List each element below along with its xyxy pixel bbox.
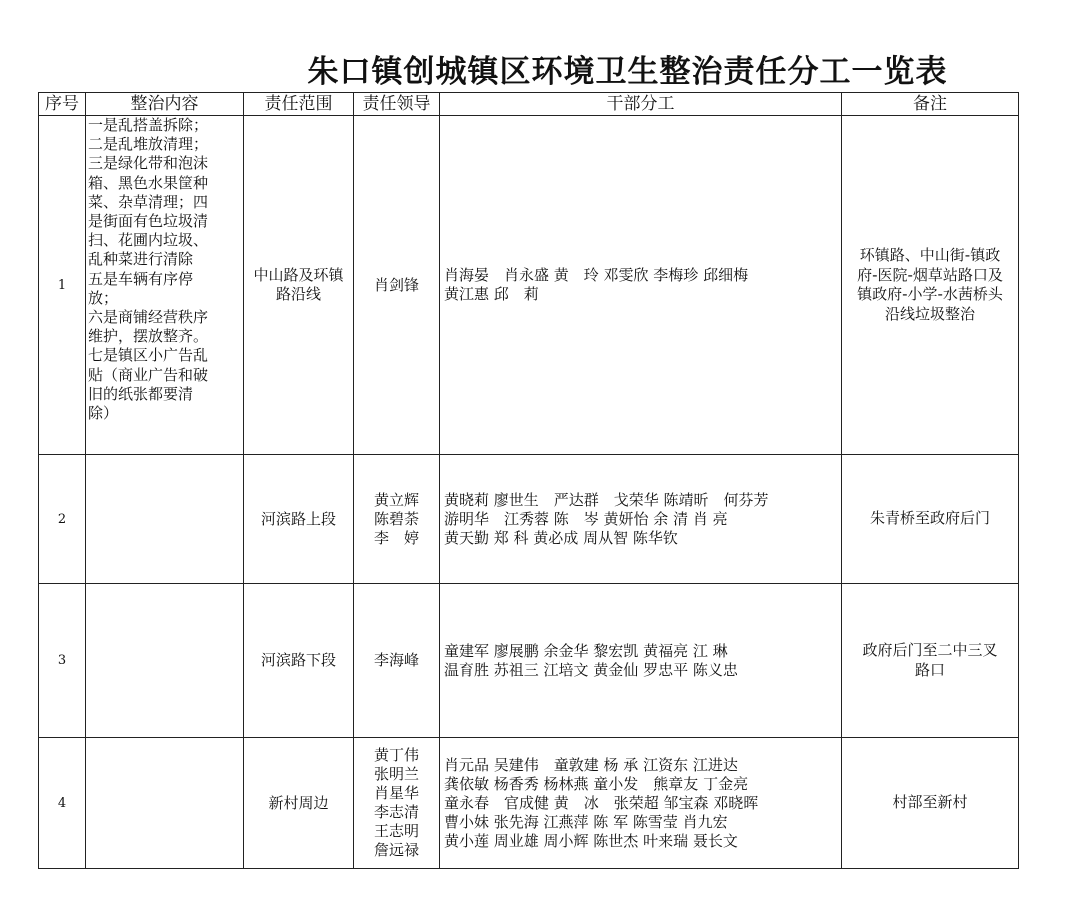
row-remark: [842, 584, 1019, 738]
leader-name: 黄丁伟: [373, 746, 419, 764]
cadre-line: 黄天勤 郑 科 黄必成 周从智 陈华钦: [444, 528, 678, 547]
responsibility-table: [38, 92, 1019, 869]
row-content: [86, 584, 244, 738]
remark-line: 村部至新村: [892, 793, 968, 812]
row-seq: 3: [39, 584, 86, 738]
cadre-line: 黄江惠 邱 莉: [444, 285, 539, 303]
content-line: 一是乱搭盖拆除；: [88, 116, 209, 134]
leader-name: 陈碧荼: [373, 509, 419, 528]
content-line: 贴（商业广告和破: [88, 365, 209, 384]
cadre-line: 游明华 江秀蓉 陈 岑 黄妍怡 余 清 肖 亮: [444, 509, 728, 528]
header-scope: 责任范围: [244, 93, 354, 116]
content-line: 七是镇区小广告乱: [88, 346, 209, 365]
content-line: 除）: [88, 404, 119, 423]
row-cadres: [440, 455, 842, 584]
row-content: [86, 738, 244, 869]
content-line: 放；: [88, 288, 119, 307]
page-title: 朱口镇创城镇区环境卫生整治责任分工一览表: [307, 54, 948, 90]
content-line: 扫、花圃内垃圾、: [88, 231, 209, 250]
row-scope: [244, 455, 354, 584]
row-remark: [842, 455, 1019, 584]
row-content: [86, 455, 244, 584]
row-remark: [842, 738, 1019, 869]
remark-line: 环镇路、中山街-镇政: [859, 246, 1001, 264]
header-cadres: 干部分工: [440, 93, 842, 116]
content-line: 二是乱堆放清理；: [88, 135, 209, 154]
leader-name: 王志明: [373, 822, 419, 840]
content-line: 维护，摆放整齐。: [88, 327, 209, 346]
table-row: [39, 455, 1019, 584]
cadre-line: 黄晓莉 廖世生 严达群 戈荣华 陈靖昕 何芬芳: [444, 490, 769, 509]
remark-line: 路口: [914, 660, 945, 679]
row-leaders: [354, 455, 440, 584]
leader-name: 肖星华: [373, 784, 419, 802]
header-content: 整治内容: [86, 93, 244, 116]
scope-line: 河滨路下段: [260, 651, 336, 669]
content-line: 六是商铺经营秩序: [88, 308, 209, 327]
leader-name: 肖剑锋: [373, 275, 419, 294]
content-line: 箱、黑色水果筐种: [88, 173, 209, 192]
cadre-line: 温育胜 苏祖三 江培文 黄金仙 罗忠平 陈义忠: [444, 660, 738, 679]
remark-line: 府-医院-烟草站路口及: [857, 265, 1003, 284]
leader-name: 詹远禄: [373, 841, 419, 859]
content-line: 菜、杂草清理；四: [88, 192, 209, 211]
header-row: [39, 93, 1019, 116]
row-seq: 1: [39, 116, 86, 455]
content-line: 五是车辆有序停: [88, 269, 194, 288]
row-scope: [244, 116, 354, 455]
row-scope: [244, 738, 354, 869]
table-row: [39, 116, 1019, 455]
row-cadres: [440, 738, 842, 869]
leader-name: 李志清: [373, 803, 419, 821]
remark-line: 沿线垃圾整治: [884, 304, 975, 323]
row-cadres: [440, 116, 842, 455]
leader-name: 张明兰: [373, 765, 419, 783]
cadre-line: 童建军 廖展鹏 余金华 黎宏凯 黄福亮 江 琳: [444, 641, 728, 660]
header-leader: 责任领导: [354, 93, 440, 116]
scope-line: 路沿线: [275, 285, 321, 303]
header-seq: 序号: [39, 93, 86, 116]
row-remark: [842, 116, 1019, 455]
cadre-line: 龚依敏 杨香秀 杨林燕 童小发 熊章友 丁金亮: [444, 774, 749, 793]
cadre-line: 童永春 官成健 黄 冰 张荣超 邹宝森 邓晓晖: [444, 793, 759, 812]
cadre-line: 肖海晏 肖永盛 黄 玲 邓雯欣 李梅珍 邱细梅: [444, 266, 749, 284]
cadre-line: 黄小莲 周业雄 周小辉 陈世杰 叶来瑞 聂长文: [444, 831, 738, 850]
cadre-line: 曹小妹 张先海 江燕萍 陈 军 陈雪莹 肖九宏: [444, 812, 728, 831]
remark-line: 镇政府-小学-水茜桥头: [857, 285, 1003, 303]
remark-line: 政府后门至二中三叉: [862, 641, 998, 659]
row-content: [86, 116, 244, 455]
row-seq: 2: [39, 455, 86, 584]
table-row: [39, 738, 1019, 869]
row-leaders: [354, 116, 440, 455]
row-seq: 4: [39, 738, 86, 869]
scope-line: 中山路及环镇: [253, 266, 344, 284]
row-cadres: [440, 584, 842, 738]
scope-line: 新村周边: [268, 793, 329, 812]
cadre-line: 肖元品 吴建伟 童敦建 杨 承 江资东 江进达: [444, 755, 738, 774]
leader-name: 李海峰: [373, 651, 419, 669]
row-leaders: [354, 738, 440, 869]
content-line: 三是绿化带和泡沫: [88, 154, 209, 173]
row-scope: [244, 584, 354, 738]
scope-line: 河滨路上段: [260, 509, 336, 528]
leader-name: 黄立辉: [373, 490, 419, 509]
content-line: 乱种菜进行清除: [88, 250, 194, 269]
remark-line: 朱青桥至政府后门: [869, 509, 990, 528]
leader-name: 李 婷: [373, 528, 419, 547]
row-leaders: [354, 584, 440, 738]
header-remark: 备注: [842, 93, 1019, 116]
content-line: 是街面有色垃圾清: [88, 212, 209, 231]
content-line: 旧的纸张都要清: [88, 384, 194, 403]
table-row: [39, 584, 1019, 738]
